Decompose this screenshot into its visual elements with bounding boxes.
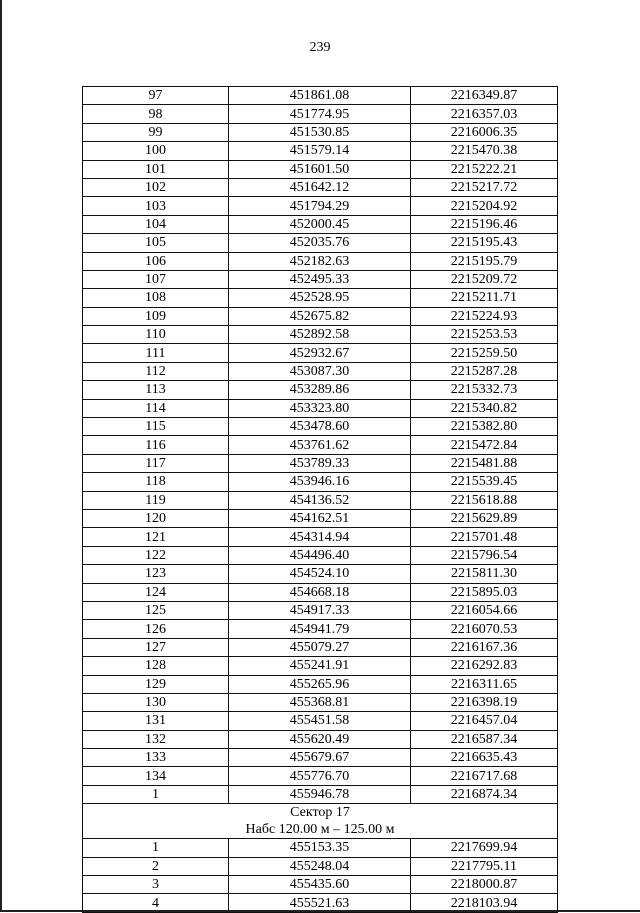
table-row — [83, 583, 558, 601]
point-number-cell: 121 — [83, 528, 229, 546]
x-coordinate-cell: 453087.30 — [229, 362, 411, 380]
y-coordinate-cell: 2218000.87 — [411, 876, 558, 894]
y-coordinate-cell: 2215195.79 — [411, 252, 558, 270]
point-number-cell: 122 — [83, 546, 229, 564]
point-number-cell: 124 — [83, 583, 229, 601]
y-coordinate-cell: 2216717.68 — [411, 767, 558, 785]
table-row — [83, 381, 558, 399]
table-row — [83, 160, 558, 178]
x-coordinate-cell: 455946.78 — [229, 785, 411, 803]
y-coordinate-cell: 2215895.03 — [411, 583, 558, 601]
point-number-cell: 110 — [83, 326, 229, 344]
x-coordinate-cell: 452495.33 — [229, 270, 411, 288]
point-number-cell: 123 — [83, 565, 229, 583]
x-coordinate-cell: 452035.76 — [229, 234, 411, 252]
table-row — [83, 785, 558, 803]
point-number-cell: 115 — [83, 418, 229, 436]
x-coordinate-cell: 452892.58 — [229, 326, 411, 344]
x-coordinate-cell: 451861.08 — [229, 87, 411, 105]
x-coordinate-cell: 455079.27 — [229, 638, 411, 656]
point-number-cell: 128 — [83, 657, 229, 675]
table-row — [83, 693, 558, 711]
table-row — [83, 123, 558, 141]
y-coordinate-cell: 2216054.66 — [411, 601, 558, 619]
table-row — [83, 289, 558, 307]
point-number-cell: 105 — [83, 234, 229, 252]
table-row — [83, 307, 558, 325]
table-row — [83, 509, 558, 527]
y-coordinate-cell: 2215470.38 — [411, 142, 558, 160]
point-number-cell: 101 — [83, 160, 229, 178]
y-coordinate-cell: 2215811.30 — [411, 565, 558, 583]
x-coordinate-cell: 451774.95 — [229, 105, 411, 123]
table-row — [83, 857, 558, 875]
x-coordinate-cell: 452000.45 — [229, 215, 411, 233]
y-coordinate-cell: 2215796.54 — [411, 546, 558, 564]
point-number-cell: 118 — [83, 473, 229, 491]
point-number-cell: 127 — [83, 638, 229, 656]
y-coordinate-cell: 2215340.82 — [411, 399, 558, 417]
x-coordinate-cell: 454917.33 — [229, 601, 411, 619]
table-row — [83, 270, 558, 288]
y-coordinate-cell: 2216349.87 — [411, 87, 558, 105]
table-row — [83, 362, 558, 380]
y-coordinate-cell: 2216635.43 — [411, 749, 558, 767]
table-row — [83, 197, 558, 215]
point-number-cell: 126 — [83, 620, 229, 638]
y-coordinate-cell: 2215701.48 — [411, 528, 558, 546]
y-coordinate-cell: 2216167.36 — [411, 638, 558, 656]
table-row — [83, 894, 558, 912]
x-coordinate-cell: 455451.58 — [229, 712, 411, 730]
table-row — [83, 767, 558, 785]
y-coordinate-cell: 2215287.28 — [411, 362, 558, 380]
x-coordinate-cell: 454941.79 — [229, 620, 411, 638]
x-coordinate-cell: 455265.96 — [229, 675, 411, 693]
point-number-cell: 99 — [83, 123, 229, 141]
y-coordinate-cell: 2216398.19 — [411, 693, 558, 711]
y-coordinate-cell: 2217699.94 — [411, 839, 558, 857]
x-coordinate-cell: 455521.63 — [229, 894, 411, 912]
x-coordinate-cell: 455776.70 — [229, 767, 411, 785]
table-row — [83, 252, 558, 270]
x-coordinate-cell: 451642.12 — [229, 178, 411, 196]
point-number-cell: 130 — [83, 693, 229, 711]
point-number-cell: 102 — [83, 178, 229, 196]
sector-header-cell — [83, 804, 558, 839]
y-coordinate-cell: 2217795.11 — [411, 857, 558, 875]
x-coordinate-cell: 455241.91 — [229, 657, 411, 675]
table-row — [83, 326, 558, 344]
point-number-cell: 107 — [83, 270, 229, 288]
x-coordinate-cell: 451530.85 — [229, 123, 411, 141]
point-number-cell: 113 — [83, 381, 229, 399]
x-coordinate-cell: 455248.04 — [229, 857, 411, 875]
table-body-bottom — [83, 839, 558, 913]
y-coordinate-cell: 2215211.71 — [411, 289, 558, 307]
y-coordinate-cell: 2215204.92 — [411, 197, 558, 215]
y-coordinate-cell: 2215472.84 — [411, 436, 558, 454]
x-coordinate-cell: 453289.86 — [229, 381, 411, 399]
y-coordinate-cell: 2215629.89 — [411, 509, 558, 527]
y-coordinate-cell: 2215195.43 — [411, 234, 558, 252]
point-number-cell: 1 — [83, 785, 229, 803]
x-coordinate-cell: 455368.81 — [229, 693, 411, 711]
table-row — [83, 749, 558, 767]
y-coordinate-cell: 2216006.35 — [411, 123, 558, 141]
table-row — [83, 454, 558, 472]
x-coordinate-cell: 454524.10 — [229, 565, 411, 583]
point-number-cell: 112 — [83, 362, 229, 380]
x-coordinate-cell: 455435.60 — [229, 876, 411, 894]
sector-subtitle: Набс 120.00 м – 125.00 м — [245, 822, 395, 838]
coordinates-table — [82, 86, 558, 913]
point-number-cell: 117 — [83, 454, 229, 472]
x-coordinate-cell: 451794.29 — [229, 197, 411, 215]
y-coordinate-cell: 2215481.88 — [411, 454, 558, 472]
x-coordinate-cell: 452932.67 — [229, 344, 411, 362]
point-number-cell: 108 — [83, 289, 229, 307]
x-coordinate-cell: 453478.60 — [229, 418, 411, 436]
point-number-cell: 3 — [83, 876, 229, 894]
table-row — [83, 657, 558, 675]
y-coordinate-cell: 2215222.21 — [411, 160, 558, 178]
point-number-cell: 1 — [83, 839, 229, 857]
point-number-cell: 134 — [83, 767, 229, 785]
sector-title: Сектор 17 — [290, 805, 350, 821]
sector-header-group — [83, 804, 558, 839]
table-row — [83, 87, 558, 105]
y-coordinate-cell: 2215618.88 — [411, 491, 558, 509]
table-row — [83, 546, 558, 564]
point-number-cell: 119 — [83, 491, 229, 509]
table-row — [83, 730, 558, 748]
point-number-cell: 106 — [83, 252, 229, 270]
table-row — [83, 105, 558, 123]
table-row — [83, 491, 558, 509]
point-number-cell: 103 — [83, 197, 229, 215]
y-coordinate-cell: 2215253.53 — [411, 326, 558, 344]
table-row — [83, 473, 558, 491]
table-row — [83, 620, 558, 638]
point-number-cell: 104 — [83, 215, 229, 233]
x-coordinate-cell: 453323.80 — [229, 399, 411, 417]
point-number-cell: 114 — [83, 399, 229, 417]
y-coordinate-cell: 2215196.46 — [411, 215, 558, 233]
x-coordinate-cell: 452182.63 — [229, 252, 411, 270]
y-coordinate-cell: 2216292.83 — [411, 657, 558, 675]
table-row — [83, 712, 558, 730]
table-row — [83, 601, 558, 619]
point-number-cell: 120 — [83, 509, 229, 527]
y-coordinate-cell: 2216357.03 — [411, 105, 558, 123]
y-coordinate-cell: 2218103.94 — [411, 894, 558, 912]
y-coordinate-cell: 2215224.93 — [411, 307, 558, 325]
table-row — [83, 344, 558, 362]
point-number-cell: 98 — [83, 105, 229, 123]
x-coordinate-cell: 453946.16 — [229, 473, 411, 491]
table-row — [83, 142, 558, 160]
table-row — [83, 565, 558, 583]
table-row — [83, 638, 558, 656]
table-row — [83, 399, 558, 417]
x-coordinate-cell: 451601.50 — [229, 160, 411, 178]
page-number: 239 — [309, 40, 331, 55]
y-coordinate-cell: 2215209.72 — [411, 270, 558, 288]
x-coordinate-cell: 453761.62 — [229, 436, 411, 454]
point-number-cell: 111 — [83, 344, 229, 362]
y-coordinate-cell: 2216311.65 — [411, 675, 558, 693]
point-number-cell: 2 — [83, 857, 229, 875]
table-row — [83, 876, 558, 894]
y-coordinate-cell: 2215332.73 — [411, 381, 558, 399]
x-coordinate-cell: 455679.67 — [229, 749, 411, 767]
x-coordinate-cell: 454668.18 — [229, 583, 411, 601]
y-coordinate-cell: 2215259.50 — [411, 344, 558, 362]
y-coordinate-cell: 2216587.34 — [411, 730, 558, 748]
table-row — [83, 234, 558, 252]
point-number-cell: 4 — [83, 894, 229, 912]
table-body-top — [83, 87, 558, 804]
y-coordinate-cell: 2216457.04 — [411, 712, 558, 730]
y-coordinate-cell: 2215539.45 — [411, 473, 558, 491]
y-coordinate-cell: 2216874.34 — [411, 785, 558, 803]
point-number-cell: 125 — [83, 601, 229, 619]
table-row — [83, 215, 558, 233]
table-row — [83, 436, 558, 454]
y-coordinate-cell: 2215382.80 — [411, 418, 558, 436]
point-number-cell: 133 — [83, 749, 229, 767]
y-coordinate-cell: 2216070.53 — [411, 620, 558, 638]
point-number-cell: 100 — [83, 142, 229, 160]
x-coordinate-cell: 451579.14 — [229, 142, 411, 160]
sector-header-row — [83, 804, 558, 839]
x-coordinate-cell: 454136.52 — [229, 491, 411, 509]
point-number-cell: 109 — [83, 307, 229, 325]
point-number-cell: 131 — [83, 712, 229, 730]
table-row — [83, 178, 558, 196]
point-number-cell: 132 — [83, 730, 229, 748]
x-coordinate-cell: 454162.51 — [229, 509, 411, 527]
x-coordinate-cell: 452675.82 — [229, 307, 411, 325]
table-row — [83, 528, 558, 546]
x-coordinate-cell: 454314.94 — [229, 528, 411, 546]
y-coordinate-cell: 2215217.72 — [411, 178, 558, 196]
x-coordinate-cell: 453789.33 — [229, 454, 411, 472]
table-row — [83, 839, 558, 857]
x-coordinate-cell: 454496.40 — [229, 546, 411, 564]
point-number-cell: 97 — [83, 87, 229, 105]
table-row — [83, 418, 558, 436]
point-number-cell: 116 — [83, 436, 229, 454]
x-coordinate-cell: 455153.35 — [229, 839, 411, 857]
table-row — [83, 675, 558, 693]
x-coordinate-cell: 452528.95 — [229, 289, 411, 307]
point-number-cell: 129 — [83, 675, 229, 693]
x-coordinate-cell: 455620.49 — [229, 730, 411, 748]
